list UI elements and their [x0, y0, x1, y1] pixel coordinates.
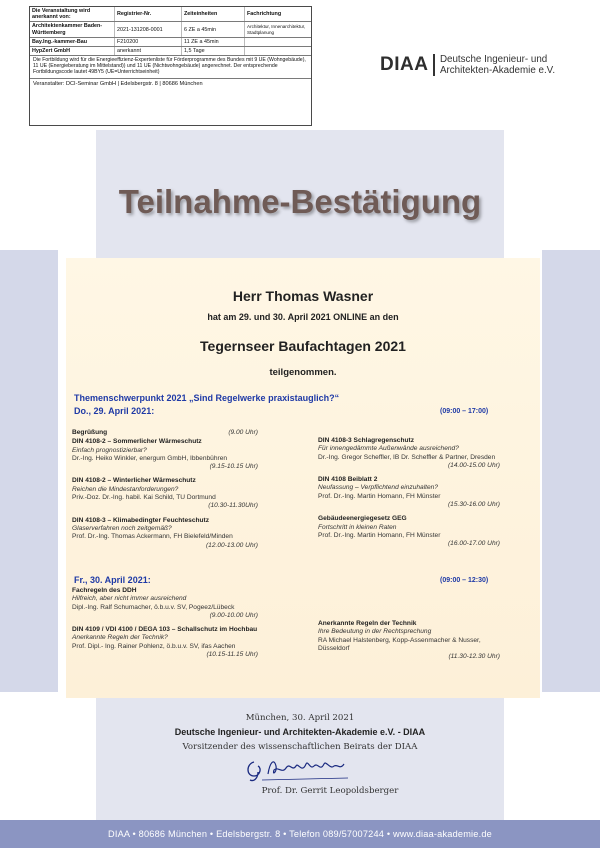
column-header-field: Fachrichtung [245, 7, 312, 22]
session-time: (10.30-11.30Uhr) [208, 502, 258, 510]
logo-divider [433, 54, 435, 76]
session-title: DIN 4108-3 Schlagregenschutz [318, 437, 415, 444]
background-panel-left [0, 250, 58, 692]
row-field: Architektur, Innenarchitektur, Stadtplanung [245, 22, 312, 37]
signature-role: Vorsitzender des wissenschaftlichen Beirats der DIAA [182, 742, 418, 752]
session-title: DIN 4108-2 – Sommerlicher Wärmeschutz [72, 438, 202, 446]
session-title: Anerkannte Regeln der Technik [318, 620, 417, 627]
attendance-confirmation: teilgenommen. [269, 367, 337, 378]
session-speaker: RA Michael Halstenberg, Kopp-Assenmacher & Nusser, Düsseldorf [318, 636, 481, 652]
list-item [72, 626, 258, 659]
session-subtitle: Ihre Bedeutung in der Rechtsprechung [318, 628, 432, 636]
row-units: 6 ZE a 45min [182, 22, 245, 37]
row-units: 11 ZE a 45min [182, 37, 245, 46]
row-field [245, 47, 312, 56]
session-title: Fachregeln des DDH [72, 587, 137, 594]
footer-bar: DIAA • 80686 München • Edelsbergstr. 8 • Telefon 089/57007244 • www.diaa-akademie.de [0, 820, 600, 848]
row-org: Bay.Ing.-kammer-Bau [30, 37, 115, 46]
session-subtitle: Anerkannte Regeln der Technik? [72, 634, 168, 642]
list-item [318, 437, 500, 470]
session-subtitle: Reichen die Mindestanforderungen? [72, 485, 179, 493]
event-name: Tegernseer Baufachtagen 2021 [200, 338, 406, 354]
row-field [245, 37, 312, 46]
row-org: Architektenkammer Baden-Württemberg [30, 22, 115, 37]
theme-heading: Themenschwerpunkt 2021 „Sind Regelwerke praxistauglich?“ [74, 393, 340, 403]
list-item [318, 620, 500, 661]
list-item [318, 515, 500, 548]
session-speaker: Dr.-Ing. Heiko Winkler, energum GmbH, Ibbenbühren [72, 454, 228, 462]
accreditation-box [29, 6, 312, 126]
day2-left-program [72, 587, 258, 665]
session-time: (11.30-12.30 Uhr) [448, 653, 500, 661]
signer-name: Prof. Dr. Gerrit Leopoldsberger [261, 786, 399, 796]
session-title: DIN 4109 / VDI 4100 / DEGA 103 – Schallschutz im Hochbau [72, 626, 258, 634]
list-item [72, 587, 258, 620]
session-title: DIN 4108-2 – Winterlicher Wärmeschutz [72, 477, 196, 485]
session-title: Gebäudeenergiegesetz GEG [318, 515, 407, 523]
session-subtitle: Glaserverfahren noch zeitgemäß? [72, 524, 172, 532]
accreditation-note: Die Fortbildung wird für die Energieeffizienz-Expertenliste für Förderprogramme des Bundes mit 9 UE (Wohngebäude), 11 UE (Energieberatung im Mittelstand)) und 11 UE (Nichtwohngebäude) angerechnet. Der entsprechende Fortbildungscode lautet 49BY5 (UE=Unterrichtseinheit) [30, 56, 311, 79]
day1-label: Do., 29. April 2021: [74, 406, 155, 416]
session-time: (16.00-17.00 Uhr) [447, 540, 500, 548]
session-title: DIN 4108 Beiblatt 2 [318, 476, 378, 484]
participant-name: Herr Thomas Wasner [232, 288, 374, 304]
row-org: HypZert GmbH [30, 47, 115, 56]
signature-org: Deutsche Ingenieur- und Architekten-Akademie e.V. - DIAA [174, 727, 426, 737]
session-title: DIN 4108-3 – Klimabedingter Feuchteschutz [72, 516, 210, 524]
session-time: (12.00-13.00 Uhr) [205, 541, 258, 549]
logo-text [440, 54, 555, 77]
table-row [30, 22, 311, 37]
row-reg: 2021-131208-0001 [115, 22, 182, 37]
session-speaker: Dipl.-Ing. Ralf Schumacher, ö.b.u.v. SV, Pogeez/Lübeck [72, 603, 235, 611]
session-speaker: Prof. Dr.-Ing. Martin Homann, FH Münster [318, 492, 441, 500]
column-header-reg: Registrier-Nr. [115, 7, 182, 22]
day1-time: (09:00 – 17:00) [440, 408, 489, 415]
page-title: Teilnahme-Bestätigung [118, 183, 482, 220]
table-row [30, 47, 311, 56]
session-time: (15.30-16.00 Uhr) [447, 501, 500, 509]
session-subtitle: Hilfreich, aber nicht immer ausreichend [72, 595, 187, 603]
diaa-logo [380, 54, 555, 77]
attendance-line: hat am 29. und 30. April 2021 ONLINE an den [207, 312, 399, 322]
session-time: (9.00 Uhr) [228, 429, 258, 436]
session-speaker: Prof. Dipl.- Ing. Rainer Pohlenz, ö.b.u.v. SV, ifas Aachen [72, 642, 236, 650]
row-units: 1,5 Tage [182, 47, 245, 56]
logo-line-2: Architekten-Akademie e.V. [439, 65, 556, 77]
session-time: (9.00-10.00 Uhr) [209, 611, 258, 619]
row-reg: anerkannt [115, 47, 182, 56]
day1-left-program [72, 429, 258, 556]
session-speaker: Priv.-Doz. Dr.-Ing. habil. Kai Schild, TU Dortmund [72, 494, 216, 502]
signature-date: München, 30. April 2021 [245, 713, 355, 723]
session-time: (10.15-11.15 Uhr) [206, 651, 258, 659]
handwritten-signature [240, 752, 360, 786]
organizer-line: Veranstalter: DCI-Seminar GmbH | Edelsbergstr. 8 | 80686 München [33, 81, 203, 88]
session-time: (9.15-10.15 Uhr) [209, 463, 258, 471]
session-speaker: Prof. Dr.-Ing. Thomas Ackermann, FH Bielefeld/Minden [72, 533, 233, 541]
row-reg: F210200 [115, 37, 182, 46]
list-item [72, 477, 258, 510]
list-item [318, 476, 500, 509]
session-speaker: Prof. Dr.-Ing. Martin Homann, FH Münster [318, 531, 441, 539]
day1-right-program [318, 437, 500, 555]
table-row [30, 37, 311, 46]
session-subtitle: Einfach prognostizierbar? [72, 446, 147, 454]
list-item [72, 517, 258, 550]
session-speaker: Dr.-Ing. Gregor Scheffler, IB Dr. Scheffler & Partner, Dresden [318, 453, 496, 461]
day2-time: (09:00 – 12:30) [440, 577, 489, 584]
session-time: (14.00-15.00 Uhr) [447, 461, 500, 469]
session-subtitle: Fortschritt in kleinen Raten [318, 523, 397, 531]
logo-mark: DIAA [380, 54, 429, 76]
logo-line-1: Deutsche Ingenieur- und [439, 54, 548, 65]
session-title: Begrüßung [72, 429, 108, 436]
list-item [72, 429, 258, 437]
day2-label: Fr., 30. April 2021: [74, 575, 151, 585]
list-item [72, 438, 258, 471]
background-panel-right [542, 250, 600, 692]
session-subtitle: Für innengedämmte Außenwände ausreichend? [318, 445, 459, 453]
column-header-units: Zeiteinheiten [182, 7, 245, 22]
session-subtitle: Neufassung – Verpflichtend einzuhalten? [318, 484, 438, 492]
accreditation-heading: Die Veranstaltung wird anerkannt von: [30, 7, 115, 22]
day2-right-program [318, 620, 500, 667]
